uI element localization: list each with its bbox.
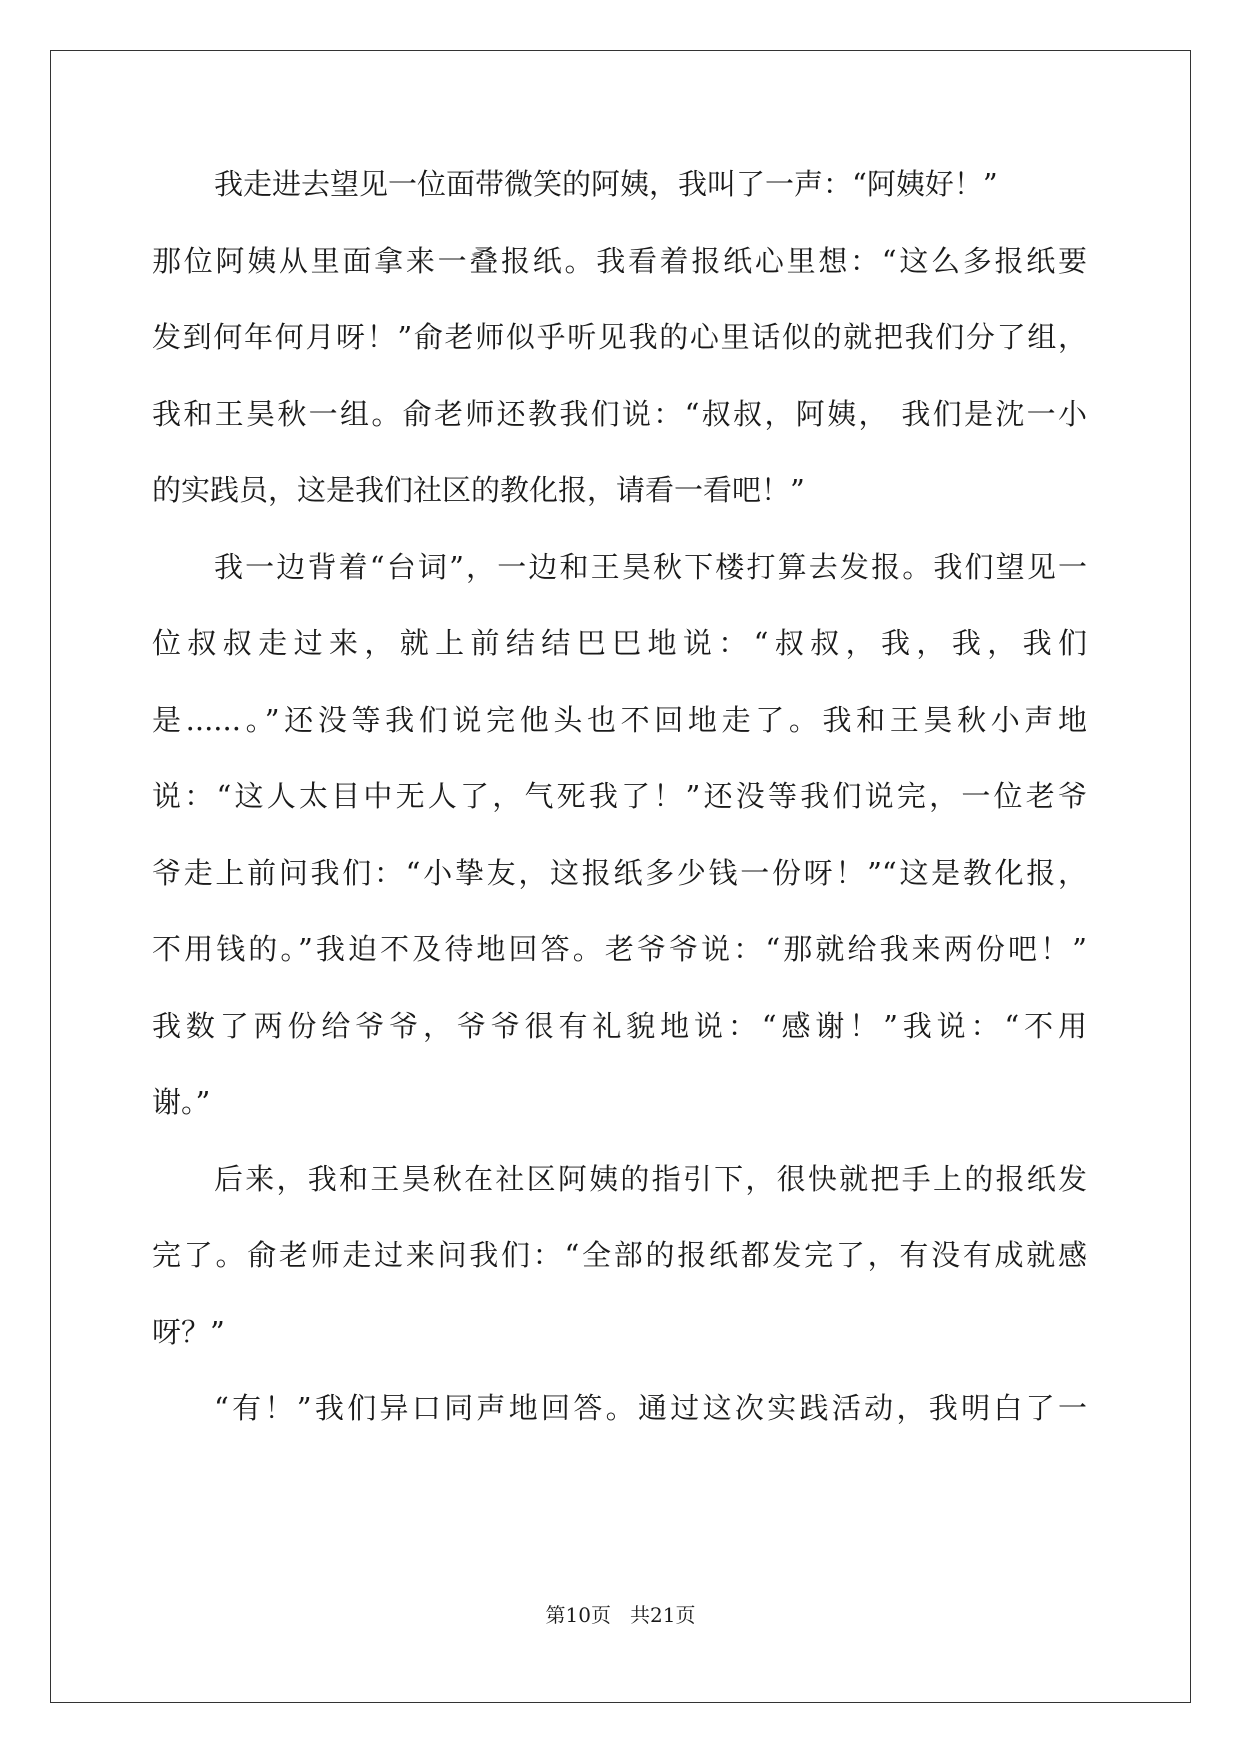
paragraph-line: 发到何年何月呀！”俞老师似乎听见我的心里话似的就把我们分了组， xyxy=(152,320,1087,354)
paragraph-line: 的实践员，这是我们社区的教化报，请看一看吧！” xyxy=(152,473,805,507)
page-number-footer xyxy=(0,1601,1241,1629)
paragraph-line: “有！”我们异口同声地回答。通过这次实践活动，我明白了一 xyxy=(214,1391,1087,1425)
paragraph-line: 爷走上前问我们：“小挚友，这报纸多少钱一份呀！”“这是教化报， xyxy=(152,855,1087,890)
paragraph-line: 我数了两份给爷爷，爷爷很有礼貌地说：“感谢！”我说：“不用 xyxy=(152,1008,1087,1043)
paragraph-line: 我走进去望见一位面带微笑的阿姨，我叫了一声：“阿姨好！” xyxy=(214,167,998,201)
paragraph-line: 是......。”还没等我们说完他头也不回地走了。我和王昊秋小声地 xyxy=(152,702,1087,737)
paragraph-line: 完了。俞老师走过来问我们：“全部的报纸都发完了，有没有成就感 xyxy=(152,1238,1087,1272)
document-body xyxy=(152,162,1087,1463)
page-number-text: 第10页 共21页 xyxy=(545,1603,696,1627)
paragraph-line: 呀？” xyxy=(152,1314,225,1349)
paragraph-line: 我和王昊秋一组。俞老师还教我们说：“叔叔，阿姨， 我们是沈一小 xyxy=(152,396,1087,431)
paragraph-line: 不用钱的。”我迫不及待地回答。老爷爷说：“那就给我来两份吧！” xyxy=(152,932,1087,966)
paragraph-line: 后来，我和王昊秋在社区阿姨的指引下，很快就把手上的报纸发 xyxy=(214,1161,1087,1196)
paragraph-line: 谢。” xyxy=(152,1085,211,1119)
paragraph-line: 位叔叔走过来，就上前结结巴巴地说：“叔叔，我，我，我们 xyxy=(152,626,1087,660)
paragraph-line: 那位阿姨从里面拿来一叠报纸。我看着报纸心里想：“这么多报纸要 xyxy=(152,243,1087,278)
paragraph-line: 我一边背着“台词”，一边和王昊秋下楼打算去发报。我们望见一 xyxy=(214,549,1087,584)
paragraph-line: 说：“这人太目中无人了，气死我了！”还没等我们说完，一位老爷 xyxy=(152,779,1087,813)
